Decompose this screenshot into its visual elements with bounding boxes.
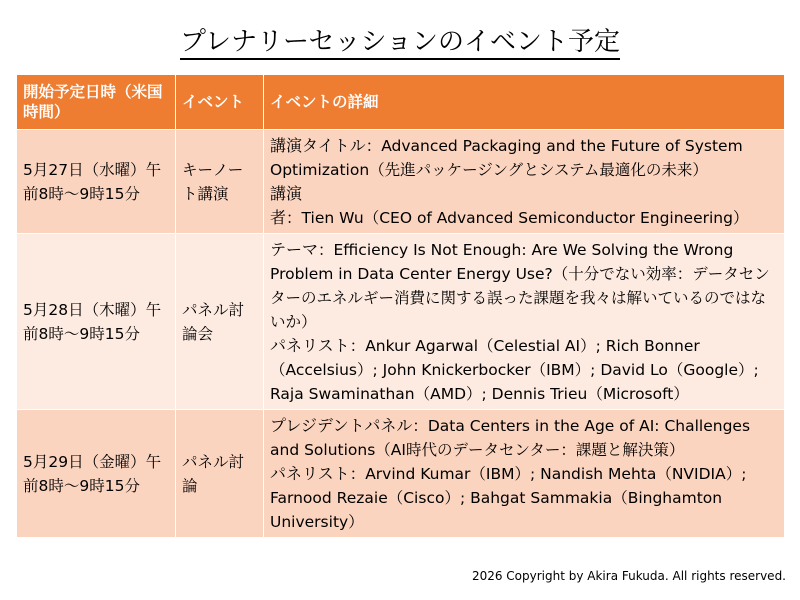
detail-text: ：Advanced Packaging and the Future of System Optimization（先進パッケージングとシステム最適化の未来） xyxy=(270,136,743,179)
row-date: 5月27日（水曜）午前8時～9時15分 xyxy=(17,130,176,234)
row-date: 5月28日（木曜）午前8時～9時15分 xyxy=(17,234,176,410)
detail-prefix: プレジデントパネル xyxy=(270,415,413,435)
detail-line xyxy=(270,238,778,334)
detail-line xyxy=(270,334,778,406)
table-row xyxy=(17,130,785,234)
row-details xyxy=(264,234,785,410)
row-date: 5月29日（金曜）午前8時～9時15分 xyxy=(17,410,176,538)
detail-prefix: 講演者 xyxy=(270,183,303,227)
detail-line xyxy=(270,414,778,462)
detail-text: ：Ankur Agarwal（Celestial AI）; Rich Bonner（Accelsius）; John Knickerbocker（IBM）; David Lo（Google）; Raja Swaminathan（AMD）; Dennis Trieu（Microsoft） xyxy=(270,336,759,403)
row-event: パネル討論 xyxy=(176,410,264,538)
row-details xyxy=(264,410,785,538)
table-row xyxy=(17,234,785,410)
detail-prefix: 講演タイトル xyxy=(270,135,366,155)
detail-line xyxy=(270,182,778,230)
detail-line xyxy=(270,134,778,182)
table-row xyxy=(17,410,785,538)
header-date: 開始予定日時（米国時間） xyxy=(17,75,176,130)
detail-prefix: パネリスト xyxy=(270,463,350,483)
header-details: イベントの詳細 xyxy=(264,75,785,130)
header-event: イベント xyxy=(176,75,264,130)
schedule-table xyxy=(16,74,785,538)
detail-text: ：Arvind Kumar（IBM）; Nandish Mehta（NVIDIA）; Farnood Rezaie（Cisco）; Bahgat Sammakia（Binghamton University） xyxy=(270,464,747,531)
detail-prefix: テーマ xyxy=(270,239,319,259)
table-header-row xyxy=(17,75,785,130)
row-details xyxy=(264,130,785,234)
detail-line xyxy=(270,462,778,534)
page-title xyxy=(0,22,800,62)
row-event: キーノート講演 xyxy=(176,130,264,234)
copyright-footer: 2026 Copyright by Akira Fukuda. All rights reserved. xyxy=(471,569,786,583)
detail-prefix: パネリスト xyxy=(270,335,350,355)
detail-text: ：Tien Wu（CEO of Advanced Semiconductor Engineering） xyxy=(286,208,749,227)
detail-text: ：Data Centers in the Age of AI: Challenges and Solutions（AI時代のデータセンター：課題と解決策） xyxy=(270,416,751,459)
page-title-text: プレナリーセッションのイベント予定 xyxy=(180,27,620,60)
row-event: パネル討論会 xyxy=(176,234,264,410)
detail-text: ：Efficiency Is Not Enough: Are We Solving the Wrong Problem in Data Center Energy Use?（十分でない効率：データセンターのエネルギー消費に関する誤った課題を我々は解いているのではないか） xyxy=(270,240,770,331)
